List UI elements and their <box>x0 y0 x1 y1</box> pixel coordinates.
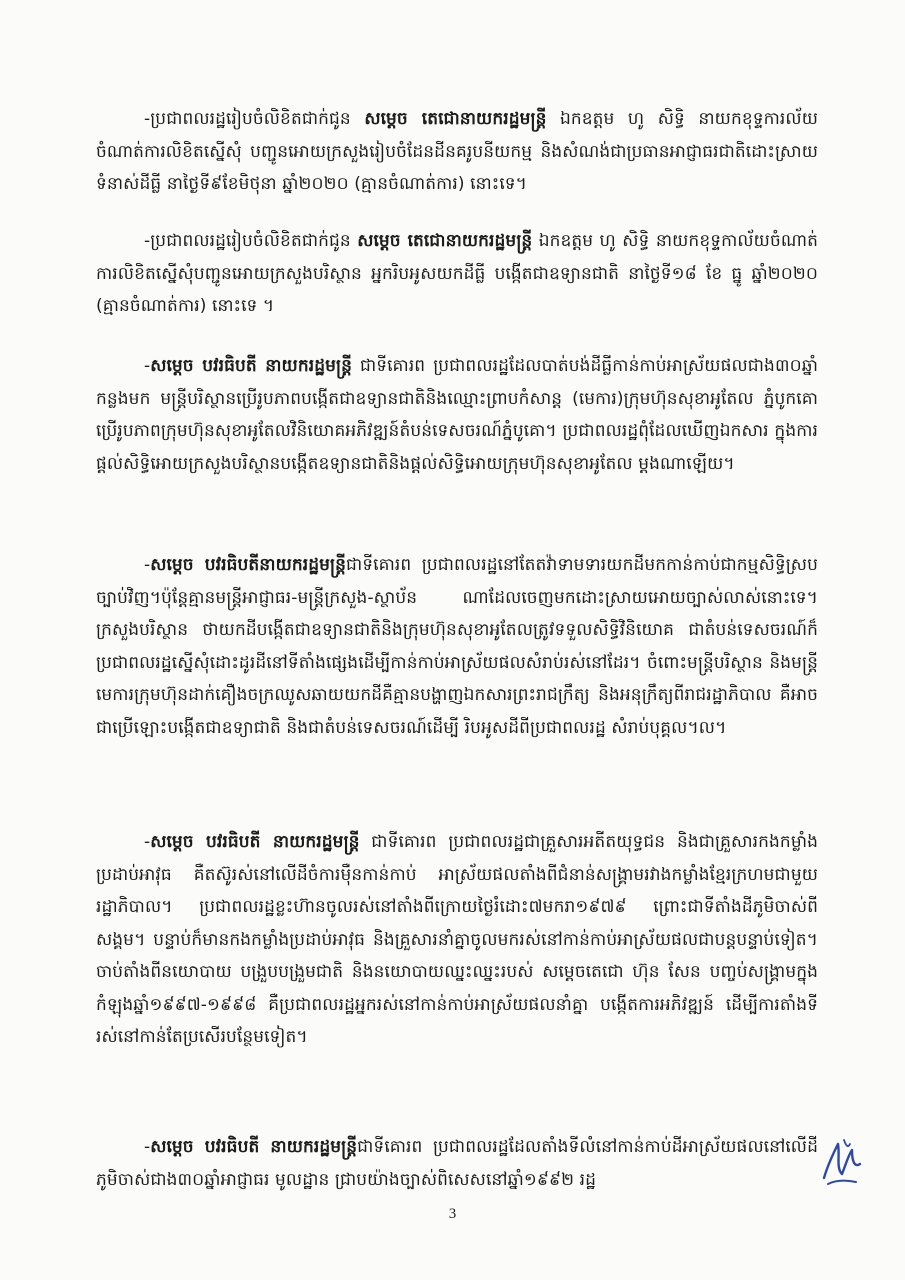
handwritten-signature-icon <box>818 1134 864 1190</box>
paragraph-body: ឯកឧត្តម ហូ សិទ្ធិ នាយកខុទ្ទកាល័យចំណាត់ការលិខិតស្នើសុំបញ្ជូនអោយក្រសួងបរិស្ថាន អ្នករិបអូសយកដីធ្លី បង្កើតជាឧទ្យានជាតិ នាថ្ងៃទី១៨ ខែ ធ្នូ ឆ្នាំ២០២០ (គ្មានចំណាត់ការ) នោះទេ ។ <box>96 231 818 316</box>
paragraph-body: ជាទីគោរព ប្រជាពលរដ្ឋនៅតែតវ៉ាទាមទារយកដីមកកាន់កាប់ជាកម្មសិទ្ធិស្របច្បាប់វិញ។ប៉ុន្តែគ្មានមន្ត្រីអាជ្ញាធរ-មន្ត្រីក្រសួង-ស្ថាប័ន ណាដែលចេញមកដោះស្រាយអោយច្បាស់លាស់នោះទេ។ ក្រសួងបរិស្ថាន ថាយកដីបង្កើតជាឧទ្យានជាតិនិងក្រុមហ៊ុនសុខាអូតែលត្រូវទទួលសិទ្ធិវិនិយោគ ជាតំបន់ទេសចរណ៍ក៏ប្រជាពលរដ្ឋស្នើសុំដោះដូរដីនៅទីតាំងផ្សេងដើម្បីកាន់កាប់អាស្រ័យផលសំរាប់រស់នៅដែរ។ ចំពោះមន្ត្រីបរិស្ថាន និងមន្ត្រីមេការក្រុមហ៊ុនដាក់គឿងចក្រឈូសឆាយយកដីគឺគ្មានបង្ហាញឯកសារព្រះរាជក្រឹត្យ និងអនុក្រឹត្យពីរាជរដ្ឋាភិបាល គឺអាចជាប្រើឡោះបង្កើតជាឧទ្យាជាតិ និងជាតំបន់ទេសចរណ៍ដើម្បី រិបអូសដីពីប្រជាពលរដ្ឋ សំរាប់បុគ្គល។ល។ <box>96 555 818 738</box>
paragraph-lead: - <box>144 555 151 575</box>
paragraph-salutation: សម្តេច បវរធិបតី នាយករដ្ឋមន្ត្រី <box>150 1137 358 1157</box>
paragraph-lead: - <box>144 1137 151 1157</box>
paragraph-lead: - <box>144 356 151 376</box>
paragraph-salutation: សម្តេច បវរធិបតី នាយករដ្ឋមន្ត្រី <box>150 356 352 376</box>
paragraph-salutation: សម្តេច បវរធិបតីនាយករដ្ឋមន្ត្រី <box>150 555 346 575</box>
paragraph-letter-request-june <box>96 103 818 201</box>
paragraph-protest <box>96 549 818 744</box>
paragraph-salutation: សម្តេច តេជោនាយករដ្ឋមន្ត្រី <box>357 231 533 251</box>
paragraph-lead: -ប្រជាពលរដ្ឋរៀបចំលិខិតជាក់ជូន <box>144 231 358 251</box>
paragraph-salutation: សម្តេច តេជោនាយករដ្ឋមន្ត្រី <box>364 109 547 129</box>
paragraph-letter-request-december <box>96 225 818 323</box>
paragraph-body: ជាទីគោរព ប្រជាពលរដ្ឋជាគ្រួសារអតីតយុទ្ធជន និងជាគ្រួសារកងកម្លាំងប្រដាប់អាវុធ គឺតស៊ូរស់នៅលើដីចំការម៉ឺនកាន់កាប់ អាស្រ័យផលតាំងពីជំនាន់សង្គ្រាមរវាងកម្លាំងខ្មែរក្រហមជាមួយរដ្ឋាភិបាល។ ប្រជាពលរដ្ឋខ្លះហ៊ានចូលរស់នៅតាំងពីក្រោយថ្ងៃរំដោះ៧មករា១៩៧៩ ព្រោះជាទីតាំងដីភូមិចាស់ពីសង្គម។ បន្ទាប់ក៏មានកងកម្លាំងប្រដាប់អាវុធ និងគ្រួសារនាំគ្នាចូលមករស់នៅកាន់កាប់អាស្រ័យផលជាបន្តបន្ទាប់ទៀត។ ចាប់តាំងពីនយោបាយ បង្រួបបង្រួមជាតិ និងនយោបាយឈ្នះឈ្នះរបស់ សម្តេចតេជោ ហ៊ុន សែន បញ្ចប់សង្គ្រាមក្នុងកំឡុងឆ្នាំ១៩៩៧-១៩៩៨ គឺប្រជាពលរដ្ឋអ្នករស់នៅកាន់កាប់អាស្រ័យផលនាំគ្នា បង្កើតការអភិវឌ្ឍន៍ ដើម្បីការតាំងទីរស់នៅកាន់តែប្រសើរបន្ថែមទៀត។ <box>96 832 818 1047</box>
paragraph-lead: - <box>144 832 151 852</box>
paragraph-body: ឯកឧត្តម ហូ សិទ្ធិ នាយកខុទ្ទការល័យចំណាត់ការលិខិតស្នើសុំ បញ្ជូនអោយក្រសួងរៀបចំដែនដីនគរូបនីយកម្ម និងសំណង់ជាប្រធានអាជ្ញាធរជាតិដោះស្រាយទំនាស់ដីធ្លី នាថ្ងៃទី៩ខែមិថុនា ឆ្នាំ២០២០ (គ្មានចំណាត់ការ) នោះទេ។ <box>96 109 818 194</box>
paragraph-old-village <box>96 1131 818 1196</box>
paragraph-veteran-families <box>96 826 818 1054</box>
paragraph-lead: -ប្រជាពលរដ្ឋរៀបចំលិខិតជាក់ជូន <box>144 109 365 129</box>
paragraph-salutation: សម្តេច បវរធិបតី នាយករដ្ឋមន្ត្រី <box>150 832 360 852</box>
paragraph-lost-land <box>96 350 818 480</box>
paragraph-body: ជាទីគោរព ប្រជាពលរដ្ឋដែលបាត់បង់ដីធ្លីកាន់កាប់អាស្រ័យផលជាង៣០ឆ្នាំកន្លងមក មន្ត្រីបរិស្ថានប្រើរូបភាពបង្កើតជាឧទ្យានជាតិនិងឈ្មោះព្រាបកំសាន្ត (មេការ)ក្រុមហ៊ុនសុខាអូតែល ភ្នំបូកគោ ប្រើរូបភាពក្រុមហ៊ុនសុខាអូតែលវិនិយោគអភិវឌ្ឍន៍តំបន់ទេសចរណ៍ភ្នំបូគោ។ ប្រជាពលរដ្ឋពុំដែលឃើញឯកសារ ក្នុងការផ្តល់សិទ្ធិអោយក្រសួងបរិស្ថានបង្កើតឧទ្យានជាតិនិងផ្តល់សិទ្ធិអោយក្រុមហ៊ុនសុខាអូតែល ម្តងណាឡើយ។ <box>96 356 818 474</box>
page-number: 3 <box>448 1206 457 1222</box>
paragraph-body: ជាទីគោរព ប្រជាពលរដ្ឋដែលតាំងទីលំនៅកាន់កាប់ដីអាស្រ័យផលនៅលើដីភូមិចាស់ជាង៣០ឆ្នាំអាជ្ញាធរ មូលដ្ឋាន ជ្រាបយ៉ាងច្បាស់ពិសេសនៅឆ្នាំ១៩៩២ រដ្ឋ <box>96 1137 818 1190</box>
